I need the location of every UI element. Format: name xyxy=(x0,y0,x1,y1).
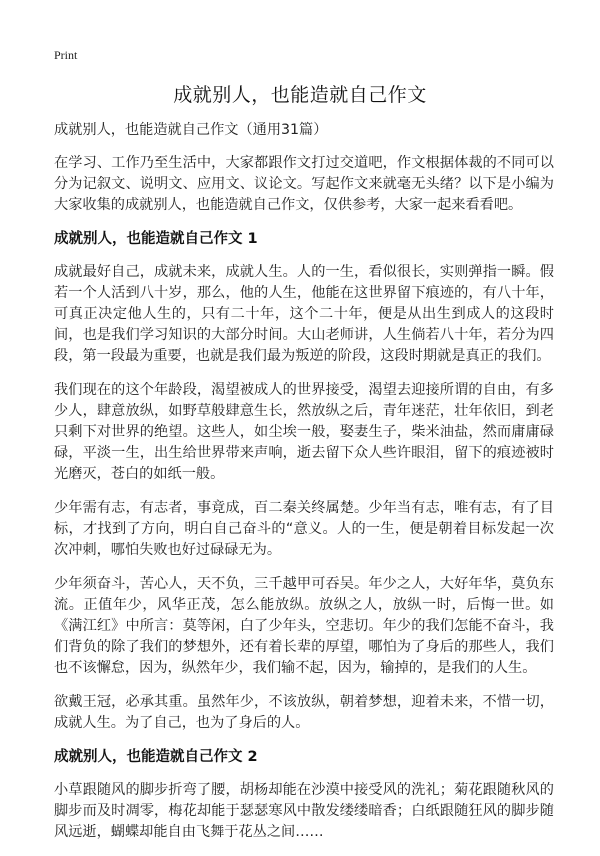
section-heading-2: 成就别人，也能造就自己作文 2 xyxy=(54,749,258,765)
section-heading-1: 成就别人，也能造就自己作文 1 xyxy=(54,231,258,247)
page-title: 成就别人，也能造就自己作文 xyxy=(173,84,427,106)
paragraph: 我们现在的这个年龄段，渴望被成人的世界接受，渴望去迎接所谓的自由，有多少人，肆意放纵，如野草般肆意生长，然放纵之后，青年迷茫，壮年依旧，到老只剩下对世界的绝望。这些人，如尘埃一般，娶妻生子，柴米油盐，然而庸庸碌碌，平淡一生，出生给世界带来声响，逝去留下众人些许眼泪，留下的痕迹被时光磨灭，苍白的如纸一般。 xyxy=(54,382,554,482)
document-body xyxy=(54,120,554,856)
print-link[interactable]: Print xyxy=(54,48,78,62)
paragraph: 少年须奋斗，苦心人，天不负，三千越甲可吞吴。年少之人，大好年华，莫负东流。正值年少，风华正茂，怎么能放纵。放纵之人，放纵一时，后悔一世。如《满江红》中所言：莫等闲，白了少年头，空悲切。年少的我们怎能不奋斗，我们背负的除了我们的梦想外，还有着长辈的厚望，哪怕为了身后的那些人，我们也不该懈怠，因为，纵然年少，我们输不起，因为，输掉的，是我们的人生。 xyxy=(54,576,554,676)
paragraph: 小草跟随风的脚步折弯了腰，胡杨却能在沙漠中接受风的洗礼；菊花跟随秋风的脚步而及时凋零，梅花却能于瑟瑟寒风中散发缕缕暗香；白纸跟随狂风的脚步随风远逝，蝴蝶却能自由飞舞于花丛之间…… xyxy=(54,782,554,840)
paragraph: 少年需有志，有志者，事竟成，百二秦关终属楚。少年当有志，唯有志，有了目标，才找到了方向，明白自己奋斗的“意义。人的一生，便是朝着目标发起一次次冲刺，哪怕失败也好过碌碌无为。 xyxy=(54,500,554,558)
intro-paragraph: 在学习、工作乃至生活中，大家都跟作文打过交道吧，作文根据体裁的不同可以分为记叙文、说明文、应用文、议论文。写起作文来就毫无头绪？以下是小编为大家收集的成就别人，也能造就自己作文，仅供参考，大家一起来看看吧。 xyxy=(54,155,554,213)
document-subtitle: 成就别人，也能造就自己作文（通用31篇） xyxy=(54,122,328,138)
paragraph: 欲戴王冠，必承其重。虽然年少，不该放纵，朝着梦想，迎着未来，不惜一切，成就人生。为了自己，也为了身后的人。 xyxy=(54,694,554,731)
paragraph: 成就最好自己，成就未来，成就人生。人的一生，看似很长，实则弹指一瞬。假若一个人活到八十岁，那么，他的人生，他能在这世界留下痕迹的，有八十年，可真正决定他人生的，只有二十年，这个二十年，便是从出生到成人的这段时间，也是我们学习知识的大部分时间。大山老师讲，人生倘若八十年，若分为四段，第一段最为重要，也就是我们最为叛逆的阶段，这段时期就是真正的我们。 xyxy=(54,264,554,364)
